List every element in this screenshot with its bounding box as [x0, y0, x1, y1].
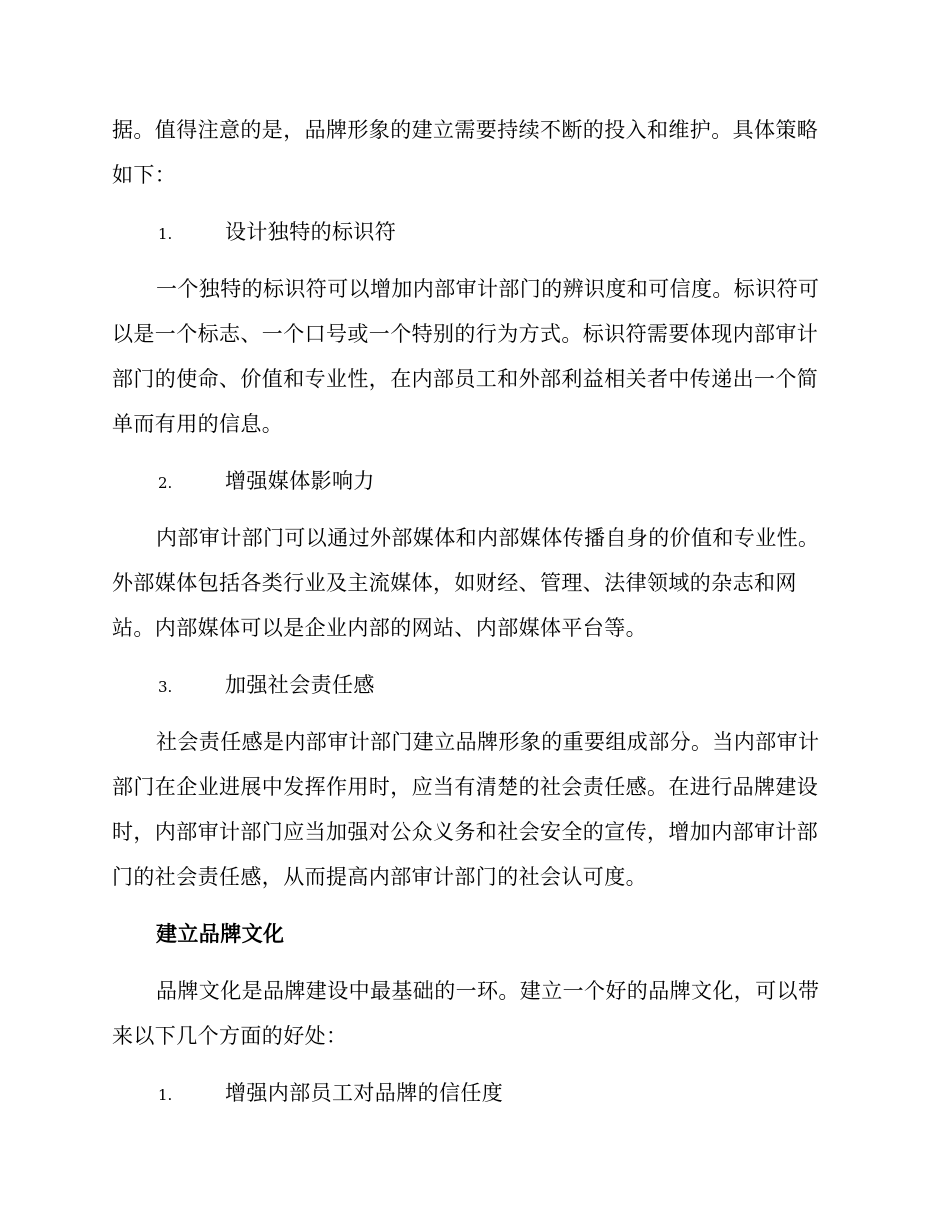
paragraph-social-responsibility: 社会责任感是内部审计部门建立品牌形象的重要组成部分。当内部审计部门在企业进展中发挥作用时，应当有清楚的社会责任感。在进行品牌建设时，内部审计部门应当加强对公众义务和社会安全的宣传，增加内部审计部门的社会责任感，从而提高内部审计部门的社会认可度。	[112, 730, 820, 889]
list-text: 设计独特的标识符	[225, 220, 397, 244]
list-text: 增强媒体影响力	[225, 469, 375, 493]
list-item-unique-identifier	[112, 210, 832, 255]
list-item-employee-trust	[112, 1071, 832, 1116]
list-item-social-responsibility	[112, 663, 832, 708]
paragraph-identifier: 一个独特的标识符可以增加内部审计部门的辨识度和可信度。标识符可以是一个标志、一个口号或一个特别的行为方式。标识符需要体现内部审计部门的使命、价值和专业性，在内部员工和外部利益相关者中传递出一个简单而有用的信息。	[112, 277, 820, 436]
section-heading-brand-culture: 建立品牌文化	[156, 922, 285, 946]
list-number: 3.	[158, 678, 173, 696]
list-number: 1.	[158, 1086, 173, 1104]
list-number: 1.	[158, 225, 173, 243]
list-item-media-influence	[112, 459, 832, 504]
paragraph-media: 内部审计部门可以通过外部媒体和内部媒体传播自身的价值和专业性。外部媒体包括各类行业及主流媒体，如财经、管理、法律领域的杂志和网站。内部媒体可以是企业内部的网站、内部媒体平台等。	[112, 526, 820, 640]
document-page	[112, 108, 832, 1128]
paragraph-strategy-intro: 据。值得注意的是，品牌形象的建立需要持续不断的投入和维护。具体策略如下：	[112, 118, 819, 187]
list-number: 2.	[158, 474, 173, 492]
list-text: 增强内部员工对品牌的信任度	[225, 1081, 504, 1105]
paragraph-brand-culture: 品牌文化是品牌建设中最基础的一环。建立一个好的品牌文化，可以带来以下几个方面的好处：	[112, 979, 820, 1048]
list-text: 加强社会责任感	[225, 673, 375, 697]
